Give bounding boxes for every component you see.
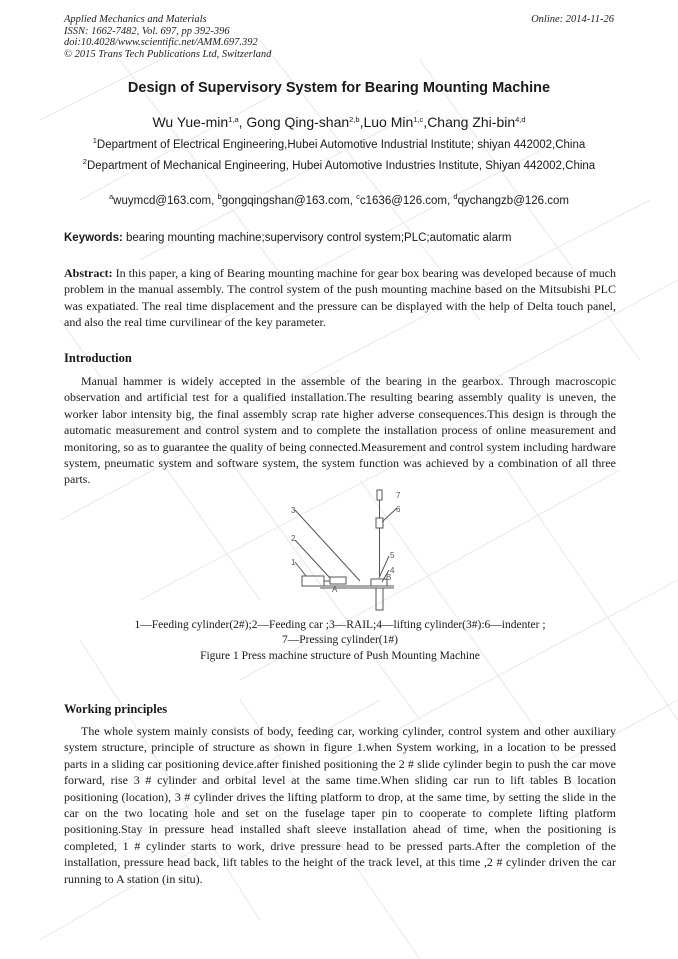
author-emails: $^a$wuymcd@163.com, $^b$gongqingshan@163.com, $^c$c1636@126.com, $^d$qychangzb@126.com <box>109 192 569 207</box>
figure-label: 4 <box>390 566 395 575</box>
author-sup: 2,b <box>349 115 360 124</box>
feeding-car <box>330 577 346 584</box>
email-link[interactable]: qychangzb@126.com <box>457 195 569 207</box>
journal-name: Applied Mechanics and Materials <box>64 14 207 25</box>
pressing-cylinder-top <box>377 490 382 500</box>
journal-header <box>64 14 271 60</box>
author-sup: 1,a <box>228 115 239 124</box>
author-name: Luo Min <box>363 114 414 130</box>
online-date: Online: 2014-11-26 <box>531 14 614 25</box>
paper-title: Design of Supervisory System for Bearing Mounting Machine <box>127 80 551 96</box>
author-list: Wu Yue-$\min^{1,a}$, Gong Qing-shan$^{2,b}$,Luo Min$^{1,c}$,Chang Zhi-bin$^{4,d}$ <box>152 114 526 130</box>
figure-label: 3 <box>291 506 296 515</box>
figure-legend-line: 1—Feeding cylinder(2#);2—Feeding car ;3—RAIL;4—lifting cylinder(3#):6—indenter ; <box>134 619 546 631</box>
issn-line: ISSN: 1662-7482, Vol. 697, pp 392-396 <box>64 25 230 37</box>
figure-caption: Figure 1 Press machine structure of Push Mounting Machine <box>200 650 480 662</box>
email-link[interactable]: wuymcd@163.com, <box>113 195 218 207</box>
leader-line-1 <box>295 562 306 576</box>
feeding-cylinder <box>302 576 324 586</box>
leader-line-3 <box>295 510 360 581</box>
figure-label: 1 <box>291 558 296 567</box>
author-name: Gong Qing-shan <box>246 114 350 130</box>
doi-line: doi:10.4028/www.scientific.net/AMM.697.392 <box>64 37 258 48</box>
figure-label: 5 <box>390 551 395 560</box>
section-heading-introduction: Introduction <box>64 351 132 365</box>
figure-label: B <box>386 573 392 582</box>
figure-label: 6 <box>396 505 401 514</box>
lift-table <box>371 579 387 586</box>
introduction-paragraph: Manual hammer is widely accepted in the assemble of the bearing in the gearbox. Through macroscopic observation and artificial test for a qualified installation.The resulting bearing assembly quality is uneven, the worker labor intensity big, the final assembly scrap rate higher adverse consequences.This design is through the automatic measurement and control system and to complete the installation process of online measurement and monitoring, so as to guarantee the quality of being connected.Measurement and control system including hardware system, pneumatic system and software system, the system function was achieved by a combination of all three parts. <box>64 374 616 487</box>
figure-legend-line: 7—Pressing cylinder(1#) <box>282 634 398 646</box>
author-name: Chang Zhi-bin <box>427 114 516 130</box>
email-link[interactable]: gongqingshan@163.com, <box>221 195 357 207</box>
working-principles-paragraph: The whole system mainly consists of body, feeding car, working cylinder, control system and other auxiliary system structure, principle of structure as shown in figure 1.when System working, in a location to be pressed parts in a sliding car positioning device.after finished positioning the 2 # slide cylinder begin to push the car move forward, rise 3 # cylinder and orbital level at the same time.When sliding car run to lift tables B location positioning (location), 3 # cylinder drives the lifting platform to drop, at the same time, by setting the slide in the car on the two locating hole and set on the fuselage taper pin to cooperate to complete lifting platform positioning.Stay in pressure head installed shaft sleeve installation ahead of time, when the positioning is completed, 1 # cylinder starts to work, drive pressure head to be pressed parts.After the completion of the installation, pressure head back, lift tables to the height of the track level, at this time ,2 # cylinder driven the car running to A station (in situ). <box>64 724 616 886</box>
leader-line-6 <box>382 508 397 522</box>
lifting-cylinder <box>376 588 383 610</box>
author-sup: 1,c <box>413 115 424 124</box>
keywords-text: bearing mounting machine;supervisory control system;PLC;automatic alarm <box>122 232 512 244</box>
keywords-label: Keywords: <box>64 232 123 244</box>
figure-legend <box>64 618 616 648</box>
leader-line-2 <box>295 540 330 578</box>
section-heading-working-principles: Working principles <box>64 702 168 716</box>
email-link[interactable]: c1636@126.com, <box>359 195 454 207</box>
copyright-line: © 2015 Trans Tech Publications Ltd, Switzerland <box>64 48 272 60</box>
affiliation-1: $^1$Department of Electrical Engineering,Hubei Automotive Industrial Institute; shiyan 442002,China <box>92 136 586 151</box>
author-name: Wu Yue-min <box>152 114 229 130</box>
keywords-line <box>64 232 616 244</box>
figure-label: A <box>332 585 338 594</box>
affiliation-2: $^2$Department of Mechanical Engineering, Hubei Automotive Industries Institute, Shiyan 442002,China <box>82 157 596 172</box>
abstract-label: Abstract: <box>64 266 113 280</box>
indenter-head <box>376 518 383 528</box>
machine-structure-diagram <box>282 486 412 616</box>
figure-label: 7 <box>396 491 401 500</box>
abstract-text: In this paper, a king of Bearing mounting machine for gear box bearing was developed because of much problem in the manual assembly. The control system of the push mounting machine based on the Mitsubishi PLC was expatiated. The real time displacement and the pressure can be displayed with the help of Delta touch panel, and also the real time curvilinear of the key parameter. <box>64 266 616 330</box>
author-sup: 4,d <box>515 115 526 124</box>
figure-label: 2 <box>291 534 296 543</box>
abstract-paragraph <box>64 265 616 331</box>
